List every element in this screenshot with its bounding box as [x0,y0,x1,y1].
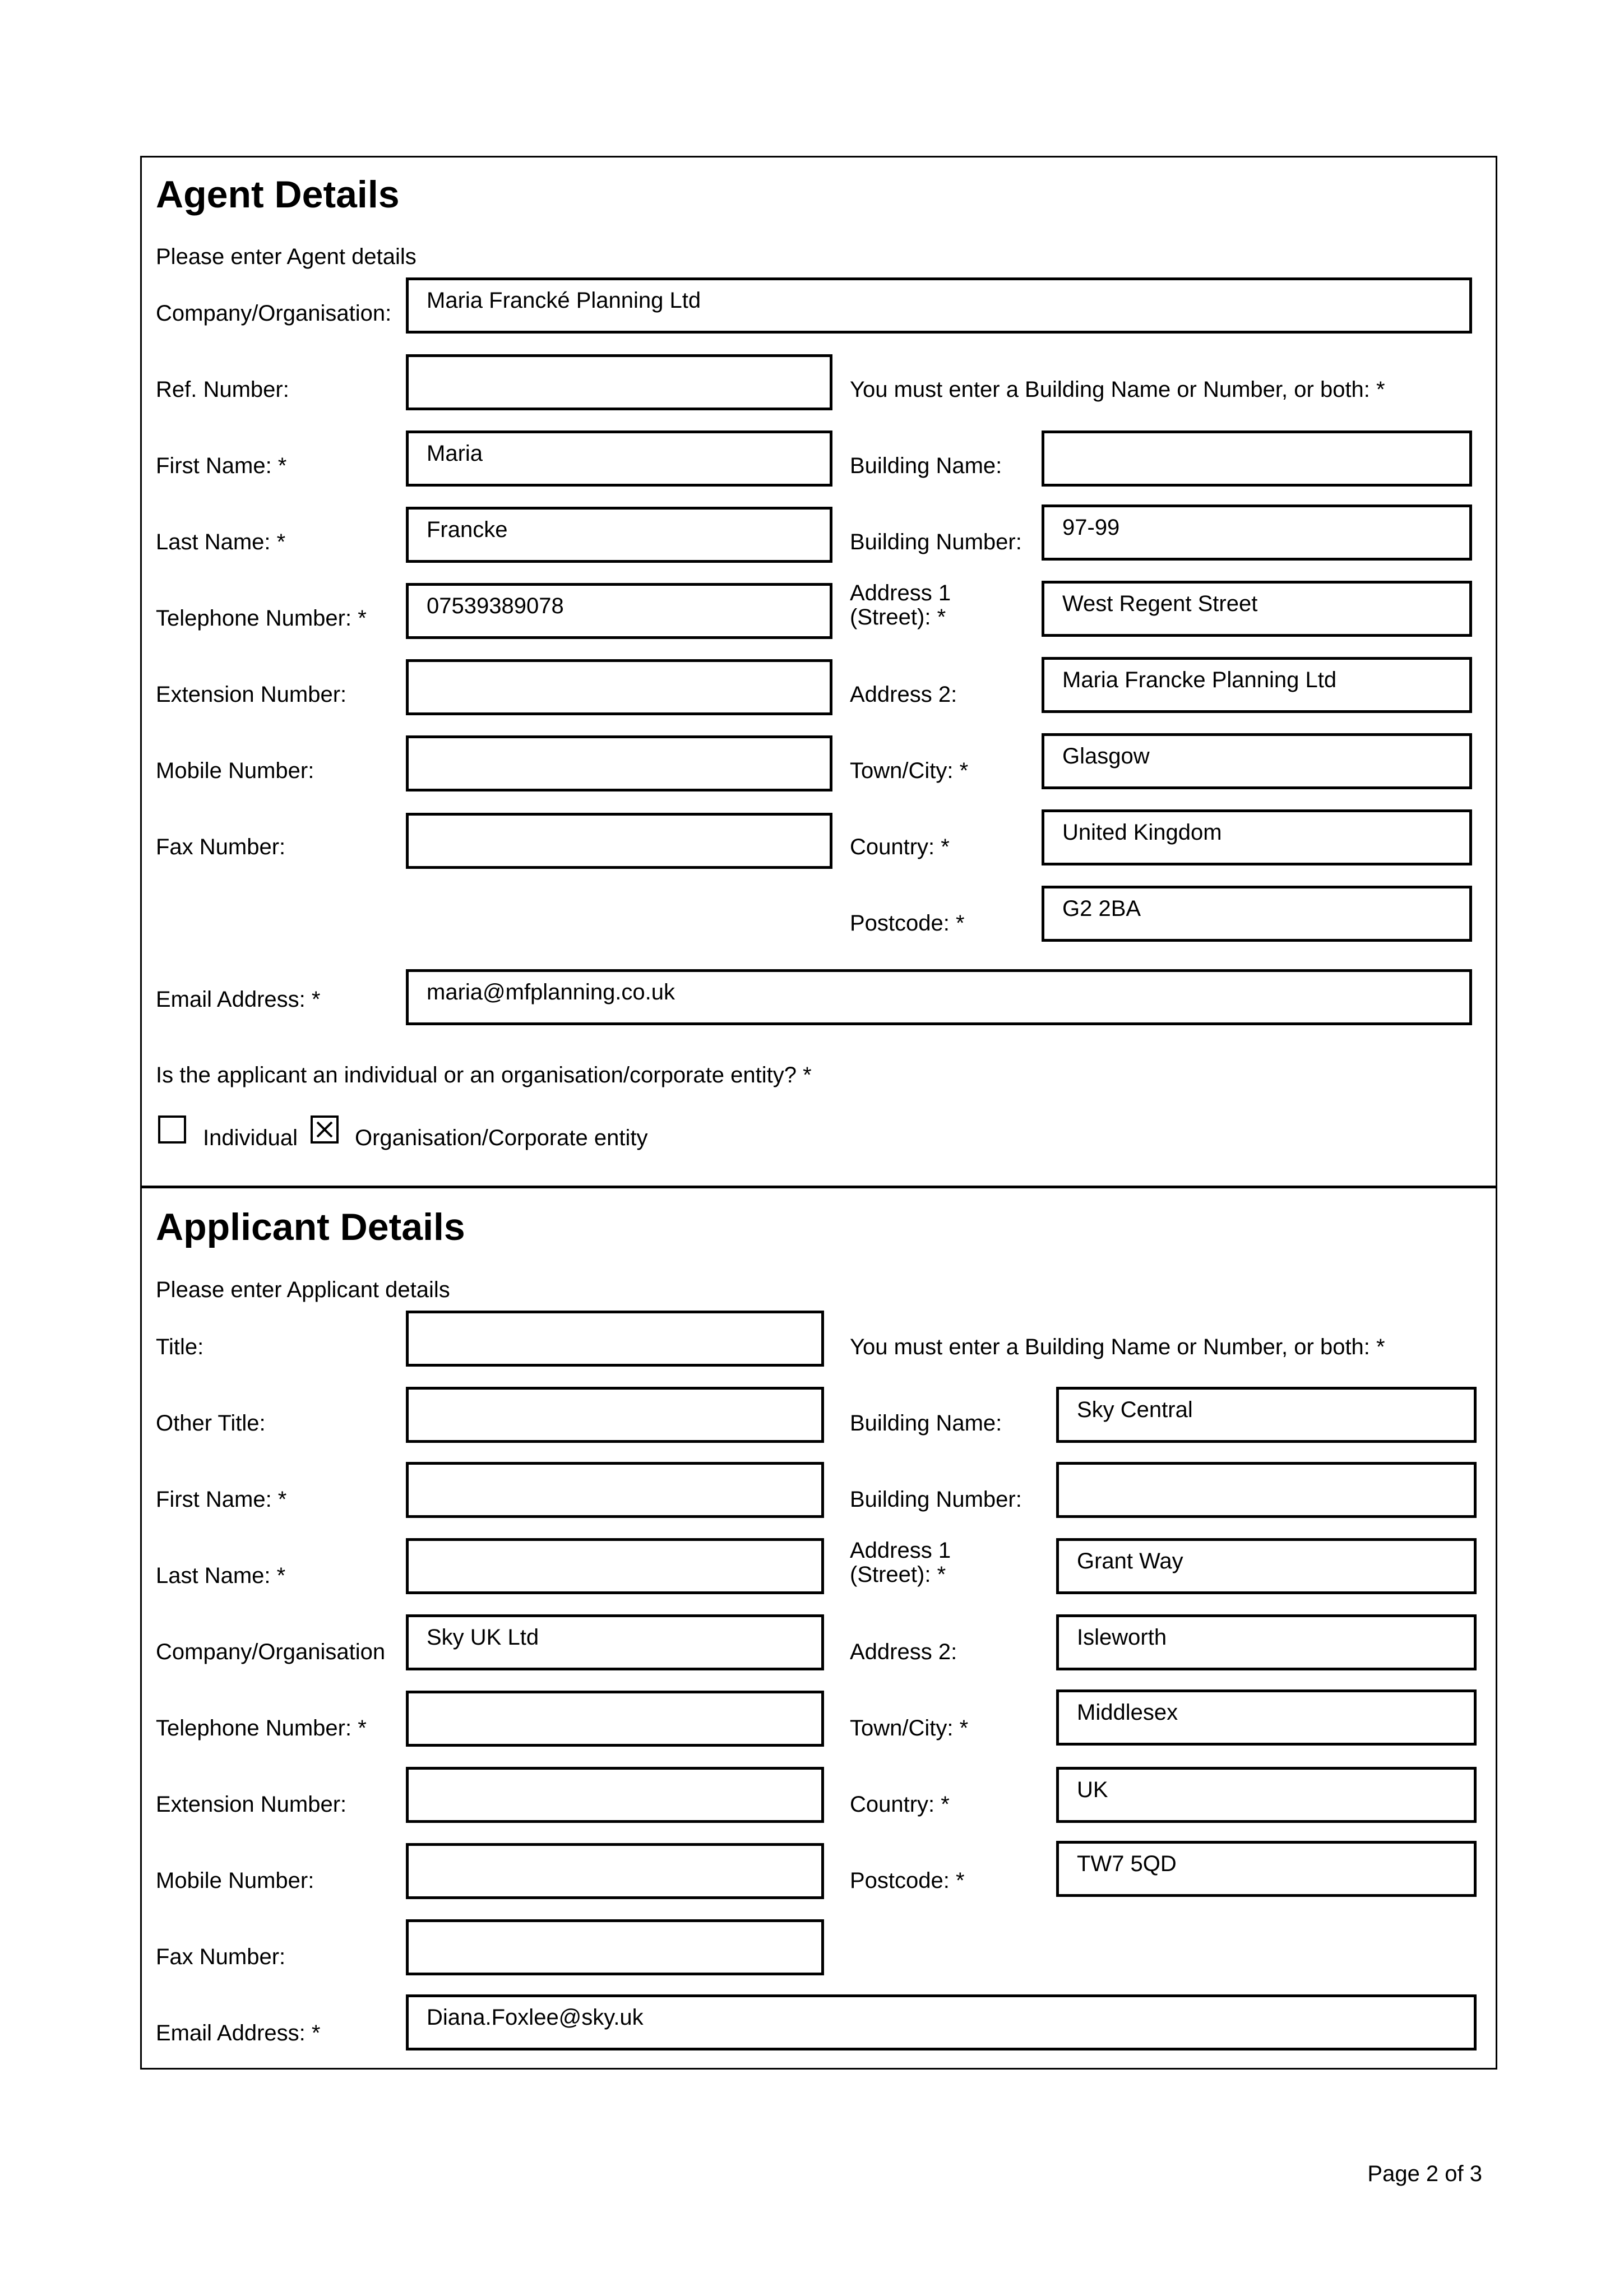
applicant-address2-label: Address 2: [850,1640,957,1664]
applicant-heading: Applicant Details [156,1206,465,1248]
applicant-building-name-label: Building Name: [850,1411,1002,1436]
applicant-address1-label-line1: Address 1 [850,1538,951,1563]
agent-company-field[interactable]: Maria Francké Planning Ltd [406,277,1472,334]
applicant-last-name-label: Last Name: * [156,1563,286,1588]
applicant-mobile-field[interactable] [406,1843,824,1899]
individual-checkbox[interactable] [158,1115,186,1144]
agent-building-name-field[interactable] [1042,430,1472,487]
agent-ref-label: Ref. Number: [156,377,289,402]
agent-building-number-field[interactable]: 97-99 [1042,504,1472,561]
agent-email-label: Email Address: * [156,987,321,1012]
agent-last-name-field[interactable]: Francke [406,507,832,563]
applicant-building-note: You must enter a Building Name or Number, or both: * [850,1335,1385,1359]
applicant-email-label: Email Address: * [156,2021,321,2045]
applicant-mobile-label: Mobile Number: [156,1868,314,1893]
agent-building-number-label: Building Number: [850,530,1022,554]
agent-ref-field[interactable] [406,354,832,410]
applicant-intro: Please enter Applicant details [156,1277,450,1302]
agent-last-name-label: Last Name: * [156,530,286,554]
applicant-company-field[interactable]: Sky UK Ltd [406,1614,824,1670]
applicant-telephone-label: Telephone Number: * [156,1716,367,1740]
applicant-other-title-field[interactable] [406,1387,824,1443]
applicant-postcode-field[interactable]: TW7 5QD [1056,1841,1477,1897]
applicant-fax-field[interactable] [406,1919,824,1975]
agent-address1-label-line1: Address 1 [850,581,951,605]
agent-fax-label: Fax Number: [156,835,286,859]
agent-town-label: Town/City: * [850,758,969,783]
applicant-type-question: Is the applicant an individual or an organisation/corporate entity? * [156,1063,812,1087]
applicant-town-label: Town/City: * [850,1716,969,1740]
agent-mobile-label: Mobile Number: [156,758,314,783]
agent-address2-field[interactable]: Maria Francke Planning Ltd [1042,657,1472,713]
applicant-country-label: Country: * [850,1792,950,1817]
agent-postcode-field[interactable]: G2 2BA [1042,886,1472,942]
agent-mobile-field[interactable] [406,735,832,791]
agent-country-field[interactable]: United Kingdom [1042,809,1472,865]
agent-first-name-label: First Name: * [156,453,287,478]
agent-first-name-field[interactable]: Maria [406,430,832,487]
agent-building-note: You must enter a Building Name or Number, or both: * [850,377,1385,402]
applicant-other-title-label: Other Title: [156,1411,266,1436]
applicant-first-name-field[interactable] [406,1462,824,1518]
applicant-address1-label-line2: (Street): * [850,1562,946,1587]
applicant-company-label: Company/Organisation [156,1640,386,1664]
applicant-email-field[interactable]: Diana.Foxlee@sky.uk [406,1994,1477,2050]
applicant-postcode-label: Postcode: * [850,1868,965,1893]
agent-building-name-label: Building Name: [850,453,1002,478]
applicant-building-number-field[interactable] [1056,1462,1477,1518]
agent-town-field[interactable]: Glasgow [1042,733,1472,789]
organisation-checkbox[interactable] [311,1115,339,1144]
agent-telephone-label: Telephone Number: * [156,606,367,631]
applicant-fax-label: Fax Number: [156,1945,286,1969]
agent-fax-field[interactable] [406,813,832,869]
applicant-title-field[interactable] [406,1311,824,1367]
agent-address1-label-line2: (Street): * [850,605,946,629]
agent-heading: Agent Details [156,173,400,216]
applicant-address2-field[interactable]: Isleworth [1056,1614,1477,1670]
agent-extension-label: Extension Number: [156,682,347,707]
agent-postcode-label: Postcode: * [850,911,965,936]
agent-country-label: Country: * [850,835,950,859]
agent-address1-field[interactable]: West Regent Street [1042,581,1472,637]
page-number: Page 2 of 3 [1367,2161,1482,2186]
applicant-extension-label: Extension Number: [156,1792,347,1817]
agent-company-label: Company/Organisation: [156,301,392,326]
checkbox-cross-icon [313,1118,336,1141]
agent-address2-label: Address 2: [850,682,957,707]
agent-intro: Please enter Agent details [156,244,417,269]
applicant-telephone-field[interactable] [406,1691,824,1747]
applicant-address1-field[interactable]: Grant Way [1056,1538,1477,1594]
agent-telephone-field[interactable]: 07539389078 [406,583,832,639]
applicant-building-number-label: Building Number: [850,1487,1022,1512]
applicant-building-name-field[interactable]: Sky Central [1056,1387,1477,1443]
organisation-label: Organisation/Corporate entity [355,1126,648,1150]
applicant-country-field[interactable]: UK [1056,1767,1477,1823]
applicant-last-name-field[interactable] [406,1538,824,1594]
agent-extension-field[interactable] [406,659,832,715]
applicant-extension-field[interactable] [406,1767,824,1823]
applicant-title-label: Title: [156,1335,204,1359]
agent-email-field[interactable]: maria@mfplanning.co.uk [406,969,1472,1025]
applicant-town-field[interactable]: Middlesex [1056,1689,1477,1746]
individual-label: Individual [203,1126,298,1150]
applicant-first-name-label: First Name: * [156,1487,287,1512]
